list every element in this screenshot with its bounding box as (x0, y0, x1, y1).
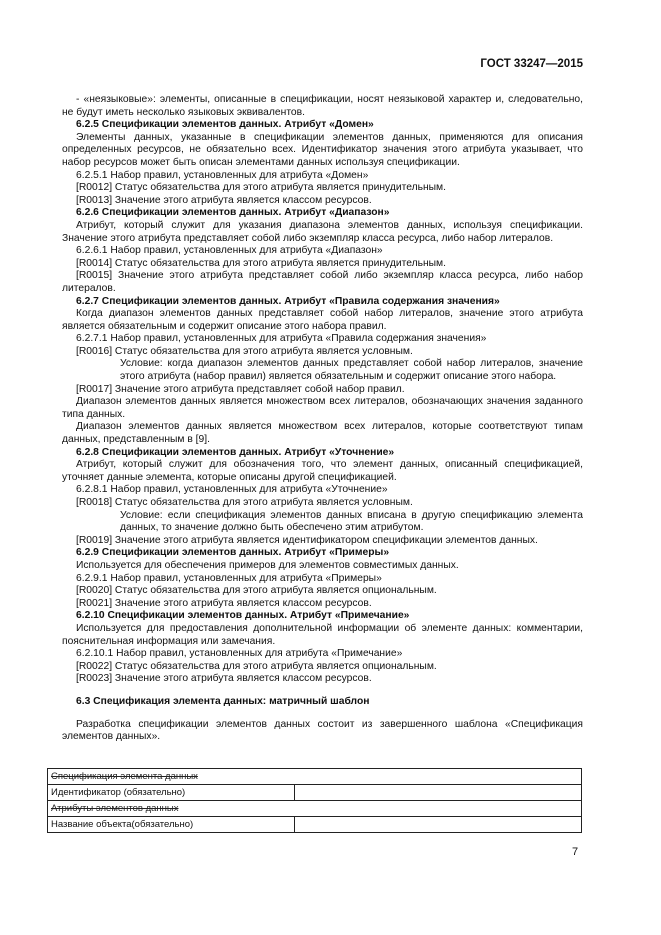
rule-set-heading: 6.2.6.1 Набор правил, установленных для атрибута «Диапазон» (76, 245, 383, 257)
rule-item: [R0018] Статус обязательства для этого атрибута является условным. (76, 497, 413, 508)
rule-item: [R0016] Статус обязательства для этого атрибута является условным. (76, 345, 413, 357)
document-body (62, 94, 583, 744)
paragraph: Элементы данных, указанные в спецификации элементов данных, применяются для описания определенных ресурсов, не обязательно всех. Идентификатор значения этого атрибута указывает, что набор ресурсов может быть описан элементами данных используя спецификации. (62, 131, 583, 168)
rule-set-heading: 6.2.10.1 Набор правил, установленных для атрибута «Примечание» (76, 648, 403, 660)
rule-set-heading: 6.2.8.1 Набор правил, установленных для атрибута «Уточнение» (76, 484, 388, 496)
rule-item: [R0017] Значение этого атрибута представляет собой набор правил. (76, 383, 405, 395)
paragraph: - «неязыковые»: элементы, описанные в спецификации, носят неязыковой характер и, следовательно, не будут иметь несколько языковых эквивалентов. (62, 94, 583, 118)
section-heading: 6.2.5 Спецификации элементов данных. Атрибут «Домен» (76, 119, 374, 131)
table-cell: Идентификатор (обязательно) (48, 785, 295, 801)
rule-item: [R0012] Статус обязательства для этого атрибута является принудительным. (76, 182, 446, 194)
paragraph: Диапазон элементов данных является множеством всех литералов, которые соответствуют типам данных, представленным в [9]. (62, 421, 583, 446)
rule-item: [R0020] Статус обязательства для этого атрибута является опциональным. (76, 585, 437, 597)
rule-set-heading: 6.2.7.1 Набор правил, установленных для атрибута «Правила содержания значения» (76, 333, 487, 345)
rule-set-heading: 6.2.5.1 Набор правил, установленных для атрибута «Домен» (76, 169, 369, 181)
table-row (48, 801, 582, 817)
table-row (48, 785, 582, 801)
paragraph: Атрибут, который служит для обозначения того, что элемент данных, описанный спецификацией, уточняет данные элемента, которые описаны другой спецификацией. (62, 459, 583, 483)
specification-template-table (47, 768, 582, 833)
table-row (48, 817, 582, 833)
section-heading: 6.3 Спецификация элемента данных: матричный шаблон (76, 695, 370, 707)
rule-item: [R0013] Значение этого атрибута является классом ресурсов. (76, 194, 372, 206)
table-cell (295, 817, 582, 833)
page-number: 7 (572, 846, 579, 858)
paragraph: Атрибут, который служит для указания диапазона элементов данных, используя спецификации. Значение этого атрибута представляет собой либо экземпляр класса ресурса, либо набор литералов. (62, 219, 583, 244)
rule-condition: Условие: когда диапазон элементов данных представляет собой набор литералов, значение этого атрибута (набор правил) является обязательным и содержит описание этого набора. (120, 358, 583, 383)
section-heading: 6.2.9 Спецификации элементов данных. Атрибут «Примеры» (76, 547, 390, 559)
rule-item: [R0021] Значение этого атрибута является классом ресурсов. (76, 597, 372, 609)
paragraph: Диапазон элементов данных является множеством всех литералов, обозначающих значения заданного типа данных. (62, 396, 583, 420)
document-header: ГОСТ 33247—2015 (480, 58, 583, 70)
rule-item: [R0015] Значение этого атрибута представляет собой либо экземпляр класса ресурса, либо набор литералов. (62, 270, 583, 294)
paragraph: Когда диапазон элементов данных представляет собой набор литералов, значение этого атрибута является обязательным и содержит описание этого набора правил. (62, 308, 583, 332)
section-heading: 6.2.6 Спецификации элементов данных. Атрибут «Диапазон» (76, 207, 390, 219)
rule-set-heading: 6.2.9.1 Набор правил, установленных для атрибута «Примеры» (76, 572, 382, 584)
table-cell: Название объекта(обязательно) (48, 817, 295, 833)
rule-item: [R0019] Значение этого атрибута является идентификатором спецификации элементов данных. (76, 534, 538, 546)
table-row (48, 769, 582, 785)
table-cell: Атрибуты элементов данных (48, 801, 582, 817)
table-cell (295, 785, 582, 801)
paragraph: Разработка спецификации элементов данных состоит из завершенного шаблона «Спецификация элементов данных». (62, 718, 583, 743)
table-cell: Спецификация элемента данных (48, 769, 582, 785)
rule-item: [R0023] Значение этого атрибута является классом ресурсов. (76, 673, 372, 685)
section-heading: 6.2.10 Спецификации элементов данных. Атрибут «Примечание» (76, 610, 410, 622)
rule-item: [R0022] Статус обязательства для этого атрибута является опциональным. (76, 660, 437, 672)
section-heading: 6.2.7 Спецификации элементов данных. Атрибут «Правила содержания значения» (76, 295, 500, 307)
rule-condition: Условие: если спецификация элементов данных вписана в другую спецификацию элемента данных, то значение должно быть обеспечено этим атрибутом. (120, 509, 583, 534)
paragraph: Используется для предоставления дополнительной информации об элементе данных: комментарии, пояснительная информация или замечания. (62, 622, 583, 647)
rule-item: [R0014] Статус обязательства для этого атрибута является принудительным. (76, 257, 446, 269)
paragraph: Используется для обеспечения примеров для элементов совместимых данных. (76, 559, 459, 571)
section-heading: 6.2.8 Спецификации элементов данных. Атрибут «Уточнение» (76, 446, 395, 458)
